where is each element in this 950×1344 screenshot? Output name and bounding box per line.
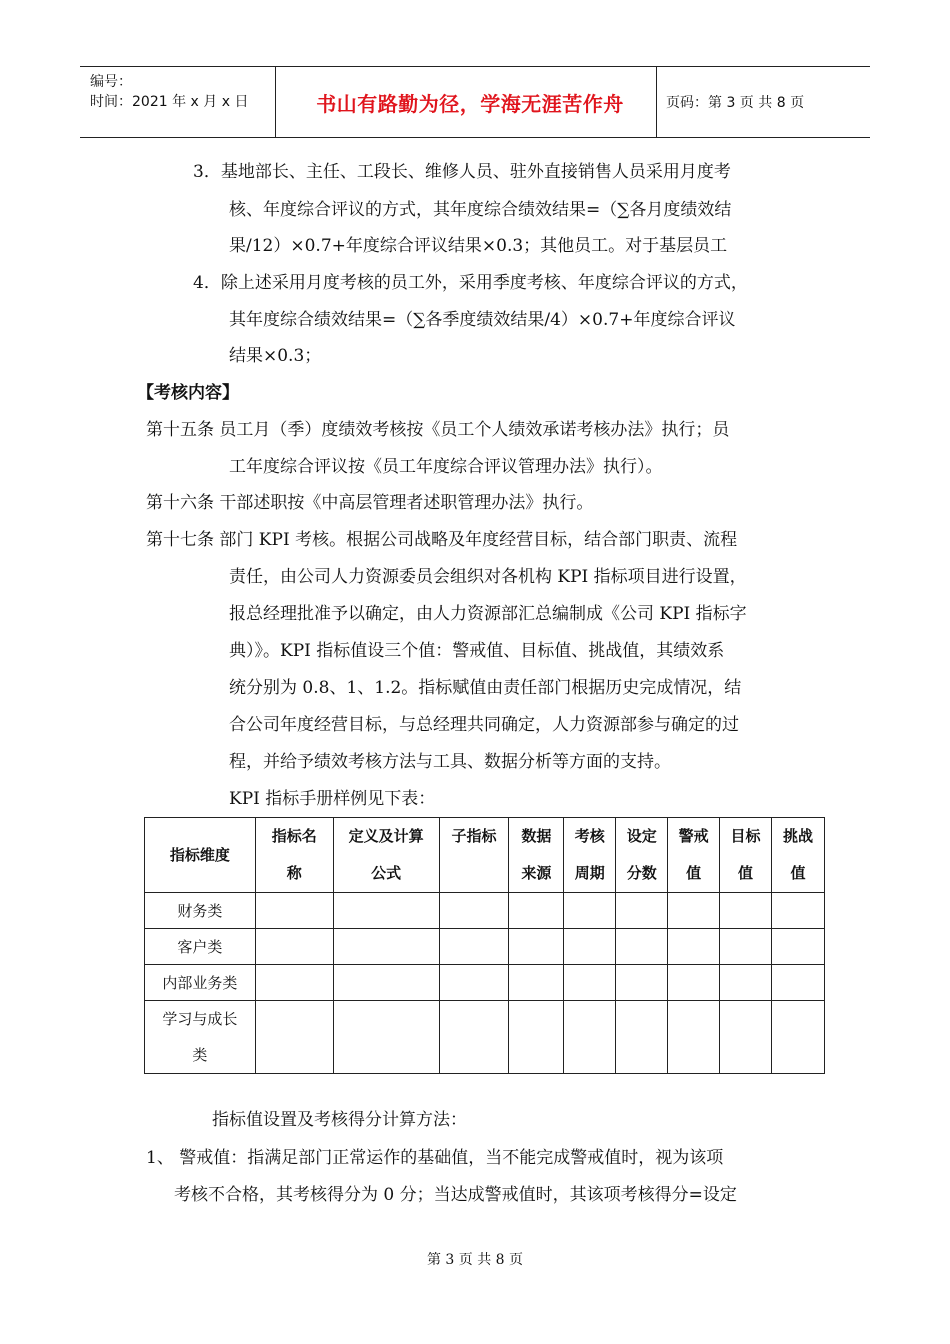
table-row: [145, 965, 825, 1001]
header-divider: [275, 67, 276, 137]
text-line: 结果×0.3；: [229, 346, 322, 366]
page-header: [80, 66, 870, 138]
table-row-label: 内部业务类: [145, 965, 256, 1001]
header-meta: [90, 72, 248, 112]
text-line: 第十七条 部门 KPI 考核。根据公司战略及年度经营目标，结合部门职责、流程: [146, 530, 738, 550]
table-header-cell: 子指标: [439, 818, 509, 893]
table-header-cell: 考核 周期: [564, 818, 616, 893]
text-line: 责任，由公司人力资源委员会组织对各机构 KPI 指标项目进行设置，: [229, 567, 747, 587]
header-date: 时间：2021 年 x 月 x 日: [90, 94, 249, 110]
text-line: 果/12）×0.7+年度综合评议结果×0.3；其他员工。对于基层员工: [229, 236, 728, 256]
table-header-cell: 指标名 称: [255, 818, 333, 893]
text-line: 第十六条 干部述职按《中高层管理者述职管理办法》执行。: [146, 493, 594, 513]
text-line: 统分别为 0.8、1、1.2。指标赋值由责任部门根据历史完成情况，结: [229, 678, 742, 698]
header-divider: [656, 67, 657, 137]
section-title: 【考核内容】: [137, 383, 239, 403]
text-line: KPI 指标手册样例见下表：: [229, 789, 436, 809]
header-motto: 书山有路勤为径，学海无涯苦作舟: [316, 91, 624, 116]
text-line: 指标值设置及考核得分计算方法：: [212, 1110, 467, 1130]
text-line: 3．基地部长、主任、工段长、维修人员、驻外直接销售人员采用月度考: [193, 162, 731, 182]
table-header-cell: 设定 分数: [616, 818, 668, 893]
header-number: 编号：: [90, 74, 132, 90]
text-line: 程，并给予绩效考核方法与工具、数据分析等方面的支持。: [229, 752, 671, 772]
text-line: 考核不合格，其考核得分为 0 分；当达成警戒值时，其该项考核得分=设定: [174, 1185, 737, 1205]
table-header-cell: 数据 来源: [509, 818, 564, 893]
table-header-row: [145, 818, 825, 893]
text-line: 工年度综合评议按《员工年度综合评议管理办法》执行）。: [229, 457, 663, 477]
table-row: [145, 893, 825, 929]
text-line: 其年度综合绩效结果=（∑各季度绩效结果/4）×0.7+年度综合评议: [229, 310, 736, 330]
table-header-cell: 定义及计算 公式: [333, 818, 439, 893]
table-header-cell: 挑战 值: [772, 818, 825, 893]
kpi-table: [144, 817, 825, 1074]
header-page-number: 页码：第 3 页 共 8 页: [666, 95, 805, 111]
text-line: 4．除上述采用月度考核的员工外，采用季度考核、年度综合评议的方式，: [193, 273, 748, 293]
page-footer: 第 3 页 共 8 页: [426, 1252, 524, 1268]
table-row-label: 学习与成长 类: [145, 1001, 256, 1074]
text-line: 典）》。KPI 指标值设三个值：警戒值、目标值、挑战值，其绩效系: [229, 641, 725, 661]
text-line: 报总经理批准予以确定，由人力资源部汇总编制成《公司 KPI 指标字: [229, 604, 747, 624]
table-row-label: 财务类: [145, 893, 256, 929]
table-header-cell: 警戒 值: [668, 818, 720, 893]
table-row: [145, 929, 825, 965]
text-line: 合公司年度经营目标，与总经理共同确定，人力资源部参与确定的过: [229, 715, 739, 735]
table-row-label: 客户类: [145, 929, 256, 965]
text-line: 1、 警戒值：指满足部门正常运作的基础值，当不能完成警戒值时，视为该项: [146, 1148, 724, 1168]
text-line: 第十五条 员工月（季）度绩效考核按《员工个人绩效承诺考核办法》执行；员: [146, 420, 730, 440]
text-line: 核、年度综合评议的方式，其年度综合绩效结果=（∑各月度绩效结: [229, 200, 732, 220]
table-header-cell: 指标维度: [145, 818, 256, 893]
table-header-cell: 目标 值: [720, 818, 772, 893]
table-row: [145, 1001, 825, 1074]
